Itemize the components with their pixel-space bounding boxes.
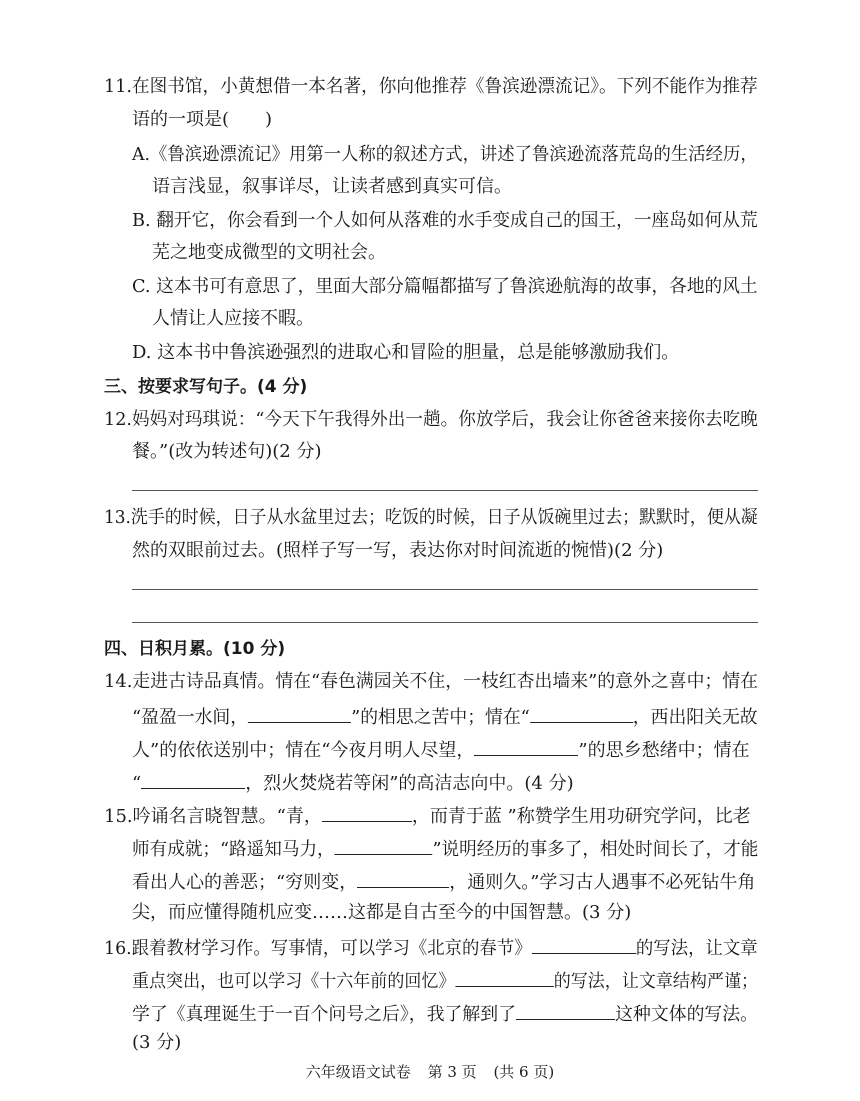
q16-text: 的写法，让文章结构严谨； bbox=[553, 971, 758, 992]
q14-text: ，西出阳关无故 bbox=[632, 707, 758, 728]
q16-line-3 bbox=[132, 1001, 758, 1026]
q16-text: 的写法，让文章 bbox=[635, 938, 758, 959]
q16-line-1 bbox=[104, 935, 758, 960]
q16-line-2 bbox=[132, 968, 758, 993]
q14-line-1: 14.走进古诗品真情。情在“春色满园关不住，一枝红杏出墙来”的意外之喜中；情在 bbox=[104, 671, 759, 692]
q16-blank-2[interactable] bbox=[455, 968, 553, 987]
q15-line-1 bbox=[104, 803, 751, 828]
q14-line-3 bbox=[132, 737, 750, 762]
q14-text: ，烈火焚烧若等闲”的高洁志向中。(4 分) bbox=[245, 773, 574, 794]
q15-text: 看出人心的善恶；“穷则变， bbox=[132, 872, 358, 893]
q14-blank-3[interactable] bbox=[474, 737, 578, 756]
q12-line-2: 餐。”(改为转述句)(2 分) bbox=[132, 441, 322, 462]
q14-text: ”的思乡愁绪中；情在 bbox=[578, 740, 750, 761]
q13-line-1: 13.洗手的时候，日子从水盆里过去；吃饭的时候，日子从饭碗里过去；默默时，便从凝 bbox=[104, 507, 758, 528]
footer-page-number: 第 3 页 bbox=[427, 1063, 477, 1081]
q14-text: 人”的依依送别中；情在“今夜月明人尽望， bbox=[132, 740, 475, 761]
q13-line-2: 然的双眼前过去。(照样子写一写，表达你对时间流逝的惋惜)(2 分) bbox=[132, 540, 664, 561]
q13-answer-line-1[interactable] bbox=[132, 589, 758, 590]
q15-text: 师有成就；“路遥知马力， bbox=[132, 839, 335, 860]
q14-line-2 bbox=[132, 704, 758, 729]
q16-line-4: (3 分) bbox=[132, 1032, 182, 1053]
page-footer bbox=[0, 1062, 860, 1082]
q15-text: 15.吟诵名言晓智慧。“青， bbox=[104, 806, 322, 827]
q15-blank-1[interactable] bbox=[322, 803, 412, 822]
q11-stem-line-1: 11.在图书馆，小黄想借一本名著，你向他推荐《鲁滨逊漂流记》。下列不能作为推荐 bbox=[104, 76, 758, 97]
footer-total-pages: (共 6 页) bbox=[493, 1063, 555, 1081]
q16-text: 学了《真理诞生于一百个问号之后》，我了解到了 bbox=[132, 1004, 516, 1025]
q16-blank-3[interactable] bbox=[516, 1001, 615, 1020]
q11-option-c-line-1: C. 这本书可有意思了，里面大部分篇幅都描写了鲁滨逊航海的故事，各地的风土 bbox=[132, 276, 758, 297]
q15-blank-2[interactable] bbox=[335, 836, 433, 855]
q15-line-2 bbox=[132, 836, 758, 861]
q16-text: 这种文体的写法。 bbox=[615, 1004, 758, 1025]
section-4-heading: 四、日积月累。(10 分) bbox=[104, 639, 286, 659]
q15-text: ，而青于蓝 ”称赞学生用功研究学问，比老 bbox=[411, 806, 751, 827]
q16-text: 16.跟着教材学习作。写事情，可以学习《北京的春节》 bbox=[104, 938, 532, 959]
q14-text: “盈盈一水间， bbox=[132, 707, 249, 728]
q13-answer-line-2[interactable] bbox=[132, 622, 758, 623]
footer-title: 六年级语文试卷 bbox=[305, 1063, 411, 1081]
q14-text: “ bbox=[132, 773, 142, 794]
q12-line-1: 12.妈妈对玛琪说：“今天下午我得外出一趟。你放学后，我会让你爸爸来接你去吃晚 bbox=[104, 409, 758, 430]
q11-option-b-line-2: 芜之地变成微型的文明社会。 bbox=[152, 242, 386, 263]
q11-option-a-line-1: A.《鲁滨逊漂流记》用第一人称的叙述方式，讲述了鲁滨逊流落荒岛的生活经历， bbox=[132, 144, 758, 165]
section-3-heading: 三、按要求写句子。(4 分) bbox=[104, 377, 308, 397]
q11-option-a-line-2: 语言浅显，叙事详尽，让读者感到真实可信。 bbox=[152, 176, 512, 197]
q16-text: 重点突出，也可以学习《十六年前的回忆》 bbox=[132, 971, 456, 992]
q11-stem-line-2: 语的一项是( ) bbox=[132, 109, 273, 130]
q15-line-4: 尖，而应懂得随机应变……这都是自古至今的中国智慧。(3 分) bbox=[132, 902, 632, 923]
q15-text: ，通则久。”学习古人遇事不必死钻牛角 bbox=[449, 872, 756, 893]
q11-option-b-line-1: B. 翻开它，你会看到一个人如何从落难的水手变成自己的国王，一座岛如何从荒 bbox=[132, 210, 758, 231]
q14-blank-1[interactable] bbox=[248, 704, 351, 723]
q11-option-c-line-2: 人情让人应接不暇。 bbox=[152, 308, 314, 329]
q14-line-4 bbox=[132, 770, 574, 795]
q15-blank-3[interactable] bbox=[357, 869, 449, 888]
q15-line-3 bbox=[132, 869, 755, 894]
q14-text: ”的相思之苦中；情在“ bbox=[351, 707, 530, 728]
q14-blank-4[interactable] bbox=[141, 770, 245, 789]
q12-answer-line[interactable] bbox=[132, 490, 758, 491]
q16-blank-1[interactable] bbox=[532, 935, 636, 954]
q15-text: ”说明经历的事多了，相处时间长了，才能 bbox=[432, 839, 759, 860]
q14-blank-2[interactable] bbox=[530, 704, 633, 723]
q11-option-d: D. 这本书中鲁滨逊强烈的进取心和冒险的胆量，总是能够激励我们。 bbox=[132, 342, 680, 363]
